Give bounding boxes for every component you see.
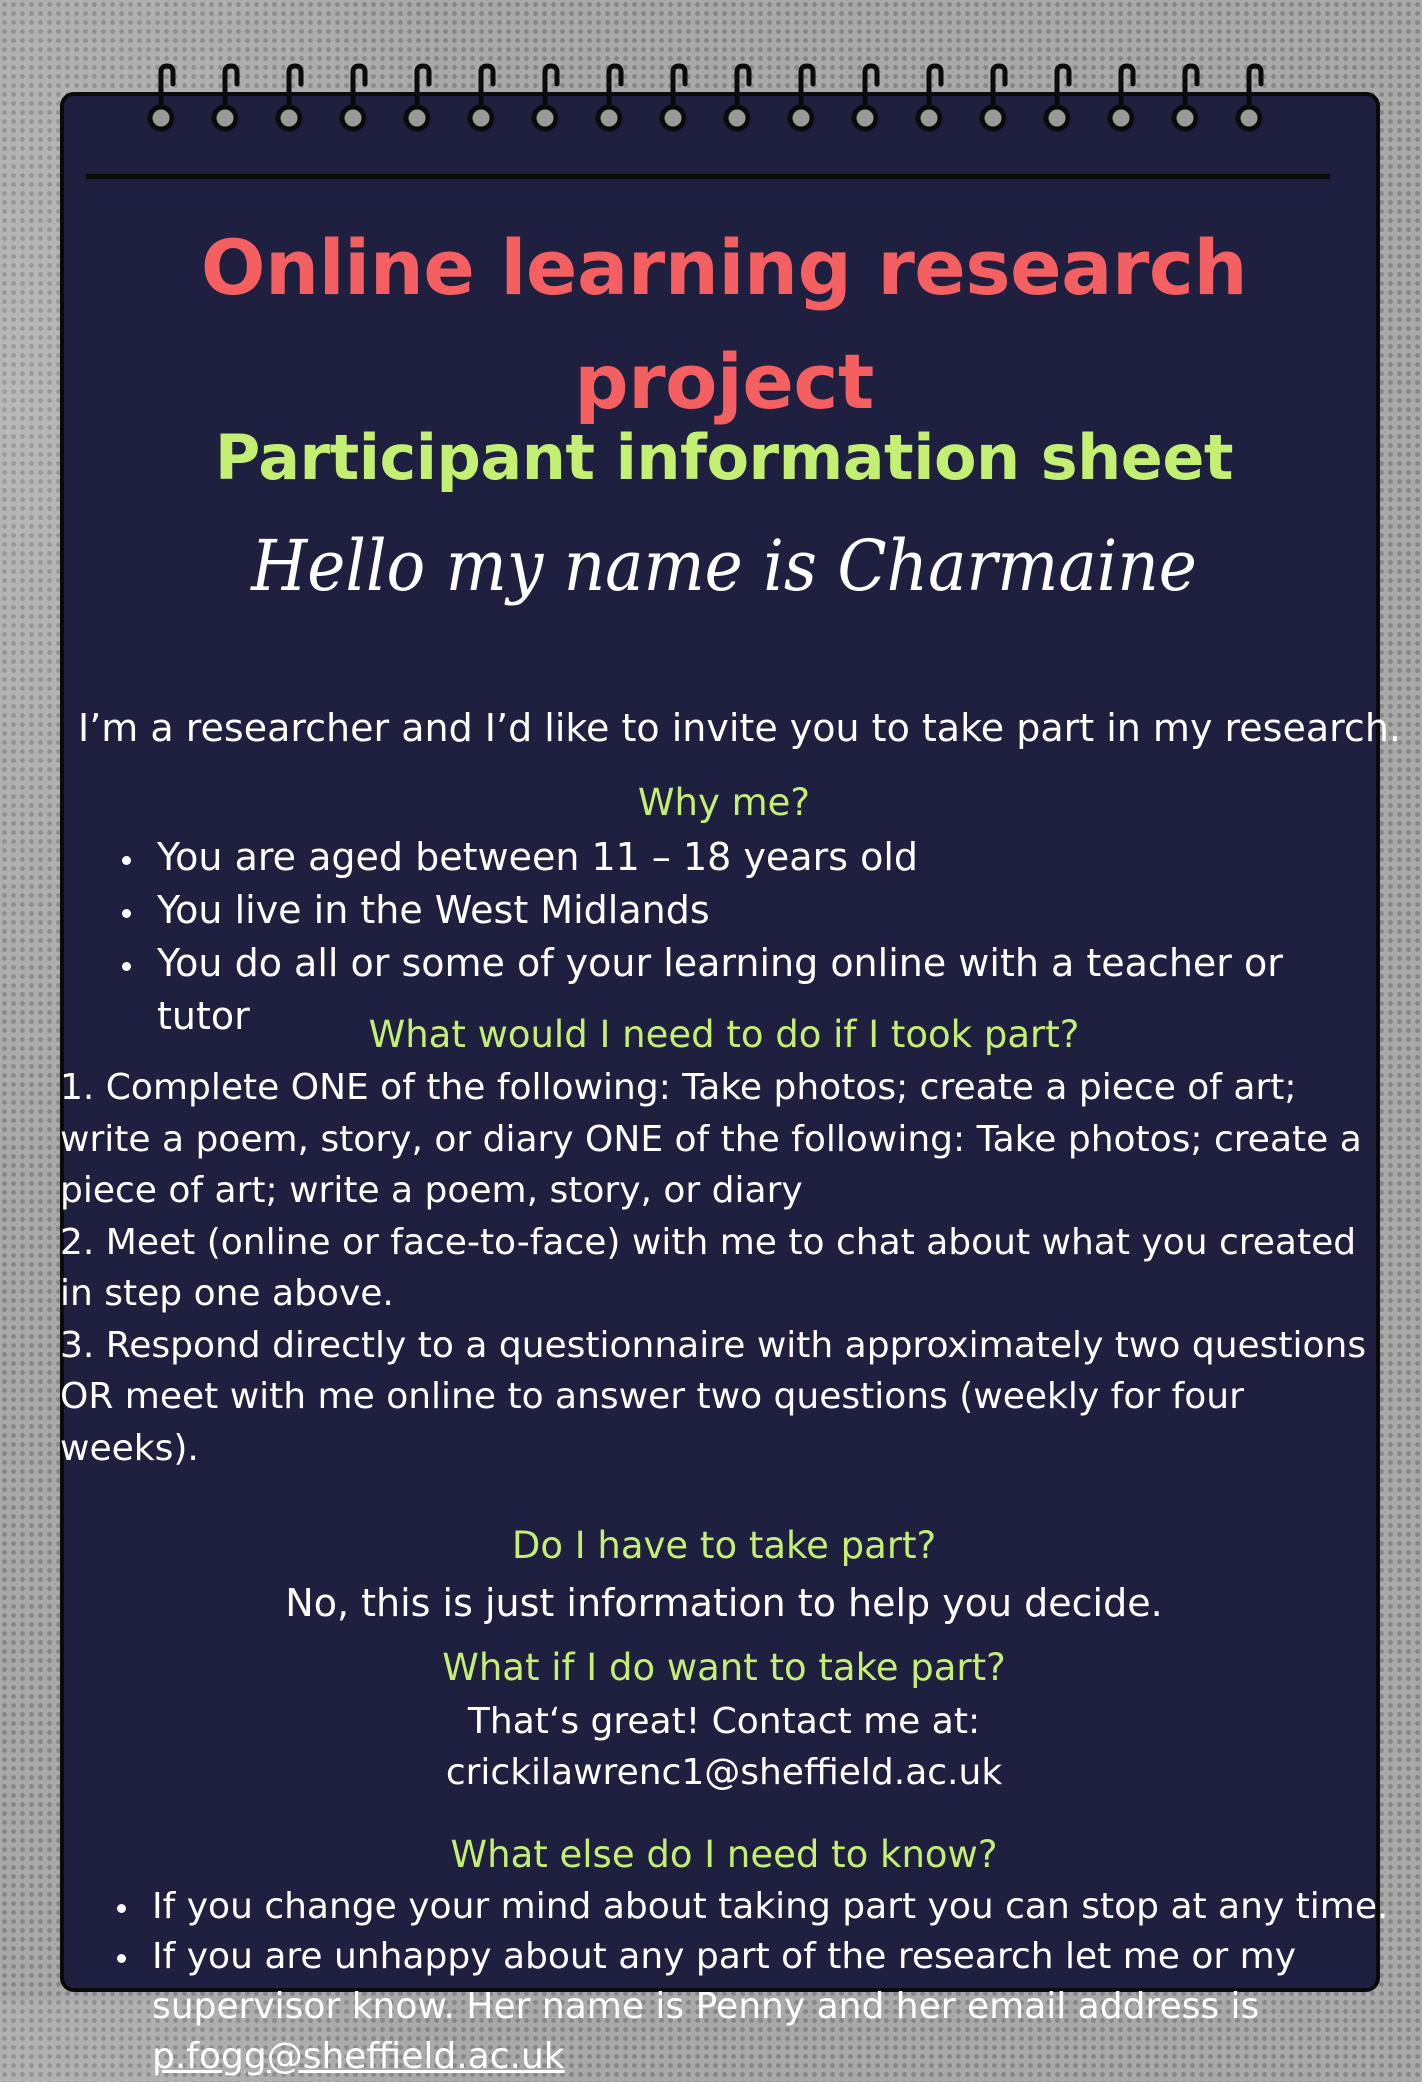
step-item: 2. Meet (online or face-to-face) with me to chat about what you created in step one above. (60, 1221, 1357, 1314)
list-item (142, 1882, 1422, 1932)
contact-email-link[interactable]: crickilawrenc1@sheffield.ac.uk (445, 1752, 1003, 1793)
page-subtitle: Participant information sheet (214, 421, 1234, 494)
why-me-heading: Why me? (637, 781, 811, 824)
must-take-part-answer: No, this is just information to help you decide. (285, 1581, 1163, 1625)
list-item: • You do all or some of your learning online with a teacher or tutor (147, 937, 1376, 1043)
list-item-text: If you are unhappy about any part of the research let me or my supervisor know. Her name is Penny and her email address is (152, 1936, 1297, 2027)
must-take-part-heading: Do I have to take part? (511, 1524, 937, 1567)
intro-text: I’m a researcher and I’d like to invite you to take part in my research. (78, 706, 1401, 750)
top-divider (86, 174, 1330, 179)
step-item: 3. Respond directly to a questionnaire with approximately two questions OR meet with me online to answer two questions (weekly for four weeks). (60, 1324, 1367, 1469)
list-item: • You are aged between 11 – 18 years old (147, 831, 1376, 884)
what-to-do-heading: What would I need to do if I took part? (368, 1013, 1080, 1056)
list-item (142, 1932, 1422, 2082)
notebook-page (60, 92, 1401, 2077)
steps-list (60, 1062, 1390, 1474)
list-item-text: If you change your mind about taking part you can stop at any time. (152, 1886, 1389, 1927)
contact-block (64, 1696, 1384, 1798)
else-to-know-list (114, 1882, 1422, 2082)
step-item: 1. Complete ONE of the following: Take photos; create a piece of art; write a poem, story, or diary ONE of the following: Take photos; create a piece of art; write a poem, story, or diary (60, 1067, 1362, 1211)
want-take-part-heading: What if I do want to take part? (442, 1646, 1006, 1689)
greeting: Hello my name is Charmaine (251, 525, 1197, 607)
page-title: Online learning research project (200, 223, 1248, 426)
list-item: • You live in the West Midlands (147, 884, 1376, 937)
supervisor-email-link[interactable]: p.fogg@sheffield.ac.uk (152, 2036, 565, 2077)
contact-text: That‘s great! Contact me at: (467, 1701, 981, 1742)
else-to-know-heading: What else do I need to know? (450, 1833, 998, 1876)
